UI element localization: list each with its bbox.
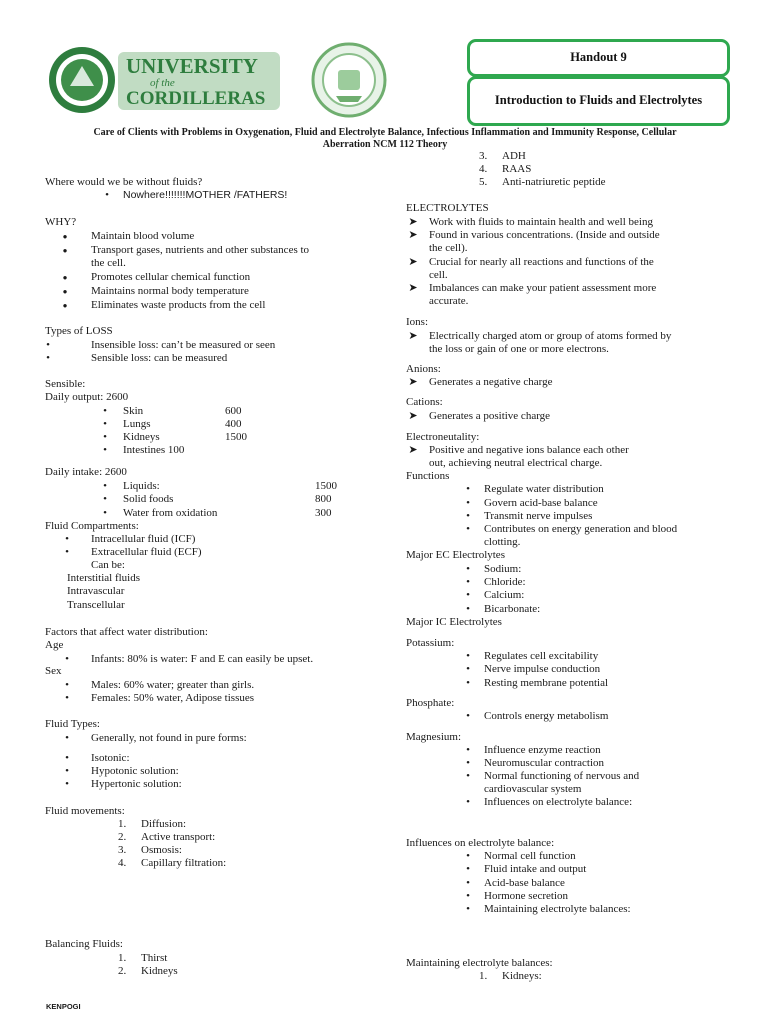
bullet-mark: • bbox=[466, 589, 470, 601]
bullet-mark: • bbox=[466, 483, 470, 495]
ec-item: Sodium: bbox=[484, 563, 522, 575]
list-number: 1. bbox=[479, 970, 488, 982]
bullet-mark: • bbox=[103, 418, 107, 430]
anions-heading: Anions: bbox=[406, 363, 441, 375]
magnesium-item: Normal functioning of nervous and bbox=[484, 770, 640, 782]
why-item: Eliminates waste products from the cell bbox=[91, 299, 266, 311]
functions-heading: Functions bbox=[406, 470, 450, 482]
list-number: 3. bbox=[479, 150, 488, 162]
list-number: 2. bbox=[118, 831, 127, 843]
influence-item: Hormone secretion bbox=[484, 890, 568, 902]
potassium-item: Regulates cell excitability bbox=[484, 650, 599, 662]
compartments-heading: Fluid Compartments: bbox=[45, 520, 139, 532]
electrolyte-item: Work with fluids to maintain health and well being bbox=[429, 216, 653, 228]
influences-heading: Influences on electrolyte balance: bbox=[406, 837, 555, 849]
movement-item: Capillary filtration: bbox=[141, 857, 227, 869]
anions-item: Generates a negative charge bbox=[429, 376, 553, 388]
movement-item: Osmosis: bbox=[141, 844, 182, 856]
ions-item: Electrically charged atom or group of atoms formed by bbox=[429, 330, 672, 342]
intake-item-name: Water from oxidation bbox=[123, 507, 218, 519]
bullet-mark: • bbox=[103, 444, 107, 456]
arrow-bullet-icon: ➤ bbox=[408, 229, 418, 241]
major-ec-heading: Major EC Electrolytes bbox=[406, 549, 505, 561]
can-be-label: Can be: bbox=[91, 559, 125, 571]
output-item-name: Kidneys bbox=[123, 431, 160, 443]
sex-item: Females: 50% water, Adipose tissues bbox=[91, 692, 255, 704]
intake-item-name: Solid foods bbox=[123, 493, 174, 505]
list-number: 3. bbox=[118, 844, 127, 856]
output-item-value: 1500 bbox=[225, 431, 247, 443]
bullet-mark: • bbox=[103, 480, 107, 492]
bullet-mark: • bbox=[46, 339, 50, 351]
arrow-bullet-icon: ➤ bbox=[408, 376, 418, 388]
fluid-types-heading: Fluid Types: bbox=[45, 718, 100, 730]
electrolyte-item: Crucial for nearly all reactions and functions of the bbox=[429, 256, 654, 268]
balancing-item: Kidneys bbox=[141, 965, 178, 977]
function-item: Transmit nerve impulses bbox=[484, 510, 593, 522]
arrow-bullet-icon: ➤ bbox=[408, 444, 418, 456]
magnesium-item: Neuromuscular contraction bbox=[484, 757, 605, 769]
bullet-mark: • bbox=[466, 744, 470, 756]
potassium-heading: Potassium: bbox=[406, 637, 455, 649]
bullet-mark: • bbox=[65, 679, 69, 691]
bullet-mark: • bbox=[65, 653, 69, 665]
sex-heading: Sex bbox=[45, 665, 62, 677]
cont-item: RAAS bbox=[502, 163, 532, 175]
list-number: 2. bbox=[118, 965, 127, 977]
movement-item: Diffusion: bbox=[141, 818, 187, 830]
bullet-mark: • bbox=[65, 692, 69, 704]
logo-text-of-the: of the bbox=[150, 77, 175, 89]
magnesium-heading: Magnesium: bbox=[406, 731, 461, 743]
why-item: Transport gases, nutrients and other substances to bbox=[91, 244, 310, 256]
phosphate-heading: Phosphate: bbox=[406, 697, 455, 709]
cations-heading: Cations: bbox=[406, 396, 443, 408]
output-item-name: Lungs bbox=[123, 418, 151, 430]
magnesium-item: Influence enzyme reaction bbox=[484, 744, 601, 756]
bullet-mark: • bbox=[65, 752, 69, 764]
factors-heading: Factors that affect water distribution: bbox=[45, 626, 208, 638]
sensible-heading: Sensible: bbox=[45, 378, 86, 390]
electrolyte-item: Found in various concentrations. (Inside and outside bbox=[429, 229, 660, 241]
question-heading: Where would we be without fluids? bbox=[45, 176, 203, 188]
fluid-type-item: Hypertonic solution: bbox=[91, 778, 182, 790]
intake-item-value: 300 bbox=[315, 507, 332, 519]
bullet-mark: • bbox=[65, 778, 69, 790]
loss-item: Insensible loss: can’t be measured or seen bbox=[91, 339, 276, 351]
arrow-bullet-icon: ➤ bbox=[408, 330, 418, 342]
ecf-type: Transcellular bbox=[67, 599, 125, 611]
fluid-types-note: Generally, not found in pure forms: bbox=[91, 732, 247, 744]
bullet-mark: • bbox=[466, 510, 470, 522]
maintaining-heading: Maintaining electrolyte balances: bbox=[406, 957, 553, 969]
electroneutrality-heading: Electroneutality: bbox=[406, 431, 480, 443]
list-number: 1. bbox=[118, 818, 127, 830]
ions-item: the loss or gain of one or more electrons. bbox=[429, 343, 609, 355]
potassium-item: Resting membrane potential bbox=[484, 677, 609, 689]
fluid-type-item: Isotonic: bbox=[91, 752, 130, 764]
ec-item: Bicarbonate: bbox=[484, 603, 541, 615]
compartment-item: Intracellular fluid (ICF) bbox=[91, 533, 196, 545]
left-column bbox=[0, 0, 384, 1000]
loss-item: Sensible loss: can be measured bbox=[91, 352, 228, 364]
bullet-mark: • bbox=[65, 732, 69, 744]
why-item: Promotes cellular chemical function bbox=[91, 271, 251, 283]
output-item-value: 400 bbox=[225, 418, 242, 430]
bullet-mark: ● bbox=[62, 301, 68, 310]
bullet-mark: • bbox=[103, 405, 107, 417]
bullet-mark: • bbox=[466, 877, 470, 889]
cont-item: ADH bbox=[502, 150, 526, 162]
magnesium-item: Influences on electrolyte balance: bbox=[484, 796, 633, 808]
bullet-mark: • bbox=[65, 546, 69, 558]
influence-item: Fluid intake and output bbox=[484, 863, 587, 875]
list-number: 4. bbox=[118, 857, 127, 869]
sex-item: Males: 60% water; greater than girls. bbox=[91, 679, 255, 691]
potassium-item: Nerve impulse conduction bbox=[484, 663, 601, 675]
function-item: Regulate water distribution bbox=[484, 483, 604, 495]
output-item-name: Intestines 100 bbox=[123, 444, 185, 456]
why-heading: WHY? bbox=[45, 216, 77, 228]
bullet-mark: • bbox=[65, 533, 69, 545]
bullet-mark: • bbox=[466, 710, 470, 722]
bullet-mark: ● bbox=[62, 246, 68, 255]
ec-item: Chloride: bbox=[484, 576, 526, 588]
electrolyte-item: accurate. bbox=[429, 295, 469, 307]
list-number: 1. bbox=[118, 952, 127, 964]
daily-intake-heading: Daily intake: 2600 bbox=[45, 466, 127, 478]
bullet-mark: • bbox=[46, 352, 50, 364]
fluid-type-item: Hypotonic solution: bbox=[91, 765, 179, 777]
bullet-mark: ● bbox=[62, 287, 68, 296]
bullet-mark: • bbox=[466, 903, 470, 915]
bullet-mark: • bbox=[466, 563, 470, 575]
right-column bbox=[384, 0, 768, 1000]
bullet-mark: • bbox=[466, 497, 470, 509]
phosphate-item: Controls energy metabolism bbox=[484, 710, 609, 722]
output-item-value: 600 bbox=[225, 405, 242, 417]
bullet-mark: ● bbox=[62, 232, 68, 241]
influence-item: Normal cell function bbox=[484, 850, 576, 862]
subtitle-line-2: Aberration NCM 112 Theory bbox=[322, 138, 448, 150]
cations-item: Generates a positive charge bbox=[429, 410, 551, 422]
bullet-mark: • bbox=[103, 507, 107, 519]
daily-output-heading: Daily output: 2600 bbox=[45, 391, 129, 403]
list-number: 4. bbox=[479, 163, 488, 175]
intake-item-name: Liquids: bbox=[123, 480, 160, 492]
influence-item: Maintaining electrolyte balances: bbox=[484, 903, 631, 915]
intake-item-value: 800 bbox=[315, 493, 332, 505]
why-item: the cell. bbox=[91, 257, 126, 269]
movement-item: Active transport: bbox=[141, 831, 216, 843]
electrolyte-item: cell. bbox=[429, 269, 448, 281]
list-number: 5. bbox=[479, 176, 488, 188]
bullet-mark: • bbox=[466, 890, 470, 902]
why-item: Maintain blood volume bbox=[91, 230, 195, 242]
bullet-mark: • bbox=[466, 523, 470, 535]
arrow-bullet-icon: ➤ bbox=[408, 216, 418, 228]
bullet-mark: • bbox=[105, 189, 109, 201]
ecf-type: Intravascular bbox=[67, 585, 125, 597]
cont-item: Anti-natriuretic peptide bbox=[502, 176, 606, 188]
bullet-mark: • bbox=[466, 677, 470, 689]
movements-heading: Fluid movements: bbox=[45, 805, 125, 817]
question-answer: Nowhere!!!!!!!MOTHER /FATHERS! bbox=[123, 189, 288, 201]
intake-item-value: 1500 bbox=[315, 480, 337, 492]
arrow-bullet-icon: ➤ bbox=[408, 256, 418, 268]
electrolyte-item: the cell). bbox=[429, 242, 468, 254]
handout-label: Handout 9 bbox=[570, 50, 627, 65]
ions-heading: Ions: bbox=[406, 316, 428, 328]
electroneutrality-item: out, achieving neutral electrical charge. bbox=[429, 457, 603, 469]
age-heading: Age bbox=[45, 639, 64, 651]
electrolytes-heading: ELECTROLYTES bbox=[406, 202, 489, 214]
loss-heading: Types of LOSS bbox=[45, 325, 113, 337]
bullet-mark: • bbox=[466, 576, 470, 588]
electroneutrality-item: Positive and negative ions balance each other bbox=[429, 444, 629, 456]
bullet-mark: • bbox=[466, 850, 470, 862]
maintaining-item: Kidneys: bbox=[502, 970, 542, 982]
major-ic-heading: Major IC Electrolytes bbox=[406, 616, 502, 628]
why-item: Maintains normal body temperature bbox=[91, 285, 249, 297]
bullet-mark: ● bbox=[62, 273, 68, 282]
subtitle-line-1: Care of Clients with Problems in Oxygenation, Fluid and Electrolyte Balance, Infectious Inflammation and Immunity Response, Cellular bbox=[93, 127, 677, 138]
function-item: Contributes on energy generation and blood bbox=[484, 523, 678, 535]
logo-text-university: UNIVERSITY bbox=[126, 54, 258, 78]
magnesium-item: cardiovascular system bbox=[484, 783, 582, 795]
bullet-mark: • bbox=[466, 770, 470, 782]
bullet-mark: • bbox=[466, 796, 470, 808]
ecf-type: Interstitial fluids bbox=[67, 572, 141, 584]
output-item-name: Skin bbox=[123, 405, 144, 417]
bullet-mark: • bbox=[103, 493, 107, 505]
function-item: Govern acid-base balance bbox=[484, 497, 598, 509]
bullet-mark: • bbox=[466, 663, 470, 675]
bullet-mark: • bbox=[466, 650, 470, 662]
compartment-item: Extracellular fluid (ECF) bbox=[91, 546, 202, 558]
bullet-mark: • bbox=[103, 431, 107, 443]
electrolyte-item: Imbalances can make your patient assessment more bbox=[429, 282, 657, 294]
page-footer: KENPOGI bbox=[46, 1002, 81, 1011]
balancing-item: Thirst bbox=[141, 952, 168, 964]
bullet-mark: • bbox=[466, 603, 470, 615]
balancing-heading: Balancing Fluids: bbox=[45, 938, 123, 950]
bullet-mark: • bbox=[466, 863, 470, 875]
arrow-bullet-icon: ➤ bbox=[408, 282, 418, 294]
ec-item: Calcium: bbox=[484, 589, 525, 601]
logo-text-cordilleras: CORDILLERAS bbox=[126, 88, 266, 109]
arrow-bullet-icon: ➤ bbox=[408, 410, 418, 422]
page-title: Introduction to Fluids and Electrolytes bbox=[494, 93, 703, 108]
age-item: Infants: 80% is water: F and E can easily be upset. bbox=[91, 653, 314, 665]
bullet-mark: • bbox=[466, 757, 470, 769]
influence-item: Acid-base balance bbox=[484, 877, 565, 889]
bullet-mark: • bbox=[65, 765, 69, 777]
function-item: clotting. bbox=[484, 536, 521, 548]
